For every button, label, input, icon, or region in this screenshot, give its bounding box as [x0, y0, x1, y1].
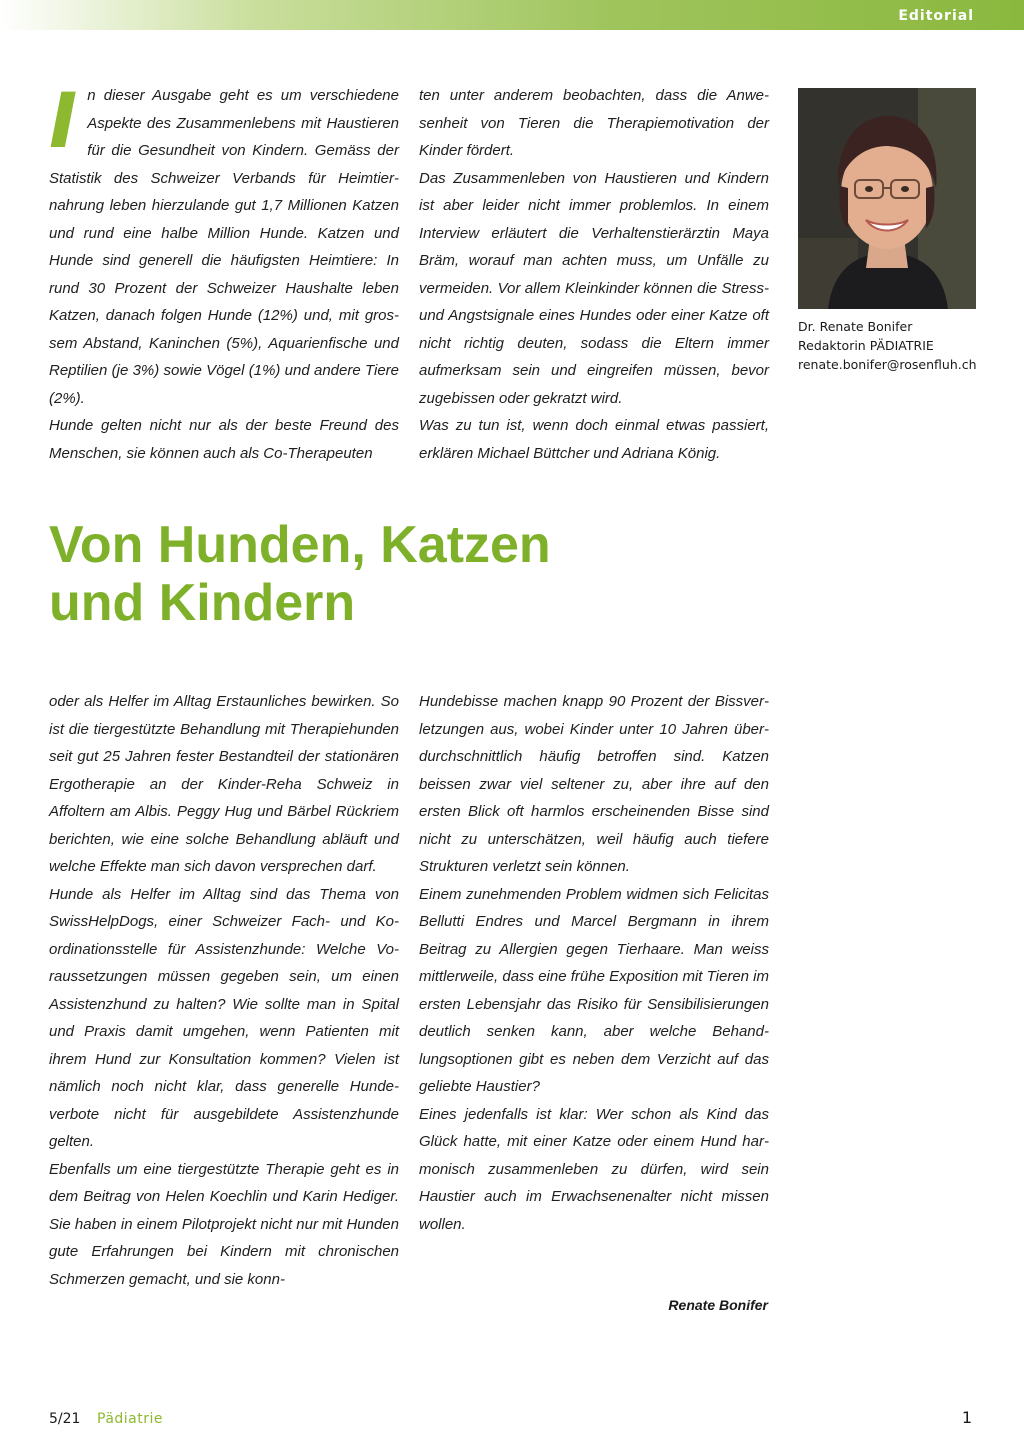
intro-paragraph-2: Hunde gelten nicht nur als der beste Freund des Menschen, sie können auch als Co-Therapeuten [49, 417, 399, 462]
body-paragraph-5: Einem zunehmenden Problem widmen sich Felicitas Bellutti Endres und Marcel Bergmann in ihrem Beitrag zu Allergien gegen Tierhaare. Man weiss mittlerweile, dass eine frühe Exposition mit Tieren im ersten Lebensjahr das Risiko für Sensibilisierungen deutlich senken kann, aber welche Behandlungsoptionen gibt es neben dem Verzicht auf das geliebte Haustier? [419, 885, 770, 1095]
section-label: Editorial [898, 8, 974, 24]
author-caption [798, 317, 1008, 374]
headline [49, 516, 749, 632]
intro-paragraph-3: ten unter anderem beobachten, dass die Anwesenheit von Tieren die Therapiemotivation der Kinder fördert. [419, 87, 769, 159]
author-name: Dr. Renate Bonifer [798, 319, 913, 334]
intro-column-1 [49, 76, 399, 467]
signature: Renate Bonifer [668, 1297, 768, 1313]
author-photo [798, 88, 976, 309]
intro-paragraph-4: Das Zusammenleben von Haustieren und Kindern ist aber leider nicht immer problemlos. In einem Interview erläutert die Verhaltenstierärztin Maya Bräm, worauf man achten muss, um Unfälle zu vermeiden. Vor allem Kleinkinder können die Stress- und Angstsignale eines Hundes oder einer Katze oft nicht richtig deuten, sodass die Eltern immer aufmerksam sein und eingreifen müssen, bevor zugebissen oder gekratzt wird. [419, 169, 769, 407]
body-paragraph-1: oder als Helfer im Alltag Erstaunliches bewirken. So ist die tiergestützte Behandlung mit Therapiehunden seit gut 25 Jahren fester Bestandteil der stationären Ergotherapie an der Kinder-Reha Schweiz in Affoltern am Albis. Peggy Hug und Bärbel Rückriem berichten, wie eine solche Behandlung abläuft und welche Effekte man sich davon versprechen darf. [49, 693, 399, 875]
intro-paragraph-5: Was zu tun ist, wenn doch einmal etwas passiert, erklären Michael Büttcher und Adriana König. [419, 417, 769, 462]
magazine-name: Pädiatrie [97, 1411, 163, 1427]
body-paragraph-2: Hunde als Helfer im Alltag sind das Thema von SwissHelpDogs, einer Schweizer Fach- und Koordinationsstelle für Assistenzhunde: Welche Voraussetzungen müssen gegeben sein, um einen Assistenzhund zu halten? Wie sollte man in Spital und Praxis damit umgehen, wenn Patienten mit ihrem Hund zur Konsultation kommen? Vielen ist nämlich noch nicht klar, dass generelle Hundeverbote nicht für ausgebildete Assistenzhunde gelten. [49, 885, 399, 1150]
headline-line-1: Von Hunden, Katzen [49, 516, 551, 574]
body-column-1 [49, 688, 399, 1293]
headline-line-2: und Kindern [49, 574, 356, 632]
issue-number: 5/21 [49, 1411, 81, 1427]
intro-paragraph-1 [49, 76, 399, 412]
author-portrait-image [798, 88, 976, 309]
author-email[interactable]: renate.bonifer@rosenfluh.ch [798, 357, 977, 372]
body-paragraph-6: Eines jedenfalls ist klar: Wer schon als Kind das Glück hatte, mit einer Katze oder einem Hund harmonisch zusammenleben zu dürfen, wird sein Haustier auch im Erwachsenenalter nicht missen wollen. [419, 1105, 769, 1233]
drop-cap: I [49, 76, 78, 165]
body-column-2 [419, 688, 769, 1238]
page-number: 1 [961, 1408, 972, 1427]
body-paragraph-3: Ebenfalls um eine tiergestützte Therapie geht es in dem Beitrag von Helen Koechlin und Karin Hediger. Sie haben in einem Pilotprojekt nicht nur mit Hunden gute Erfahrungen bei Kindern mit chronischen Schmerzen gemacht, und sie konn- [49, 1160, 399, 1288]
body-paragraph-4: Hundebisse machen knapp 90 Prozent der Bissverletzungen aus, wobei Kinder unter 10 Jahren überdurchschnittlich häufig betroffen sind. Katzen beissen zwar viel seltener zu, aber ihre auf den ersten Blick oft harmlos erscheinenden Bisse sind nicht zu unterschätzen, weil häufig auch tiefere Strukturen verletzt sein können. [419, 693, 769, 875]
intro-paragraph-1-text: n dieser Ausgabe geht es um verschiedene Aspekte des Zusammenlebens mit Haustieren für die Gesundheit von Kindern. Gemäss der Statistik des Schweizer Verbands für Heimtiernahrung leben hierzulande gut 1,7 Millionen Katzen und rund eine halbe Million Hunde. Katzen und Hunde sind generell die häufigsten Heimtiere: In rund 30 Prozent der Schweizer Haushalte leben Katzen, danach folgen Hunde (12%) und, mit grossem Abstand, Kaninchen (5%), Aquarienfische und Reptilien (je 3%) sowie Vögel (1%) und andere Tiere (2%). [49, 87, 399, 407]
top-bar [0, 0, 1024, 30]
intro-column-2 [419, 82, 769, 467]
author-role: Redaktorin PÄDIATRIE [798, 338, 934, 353]
